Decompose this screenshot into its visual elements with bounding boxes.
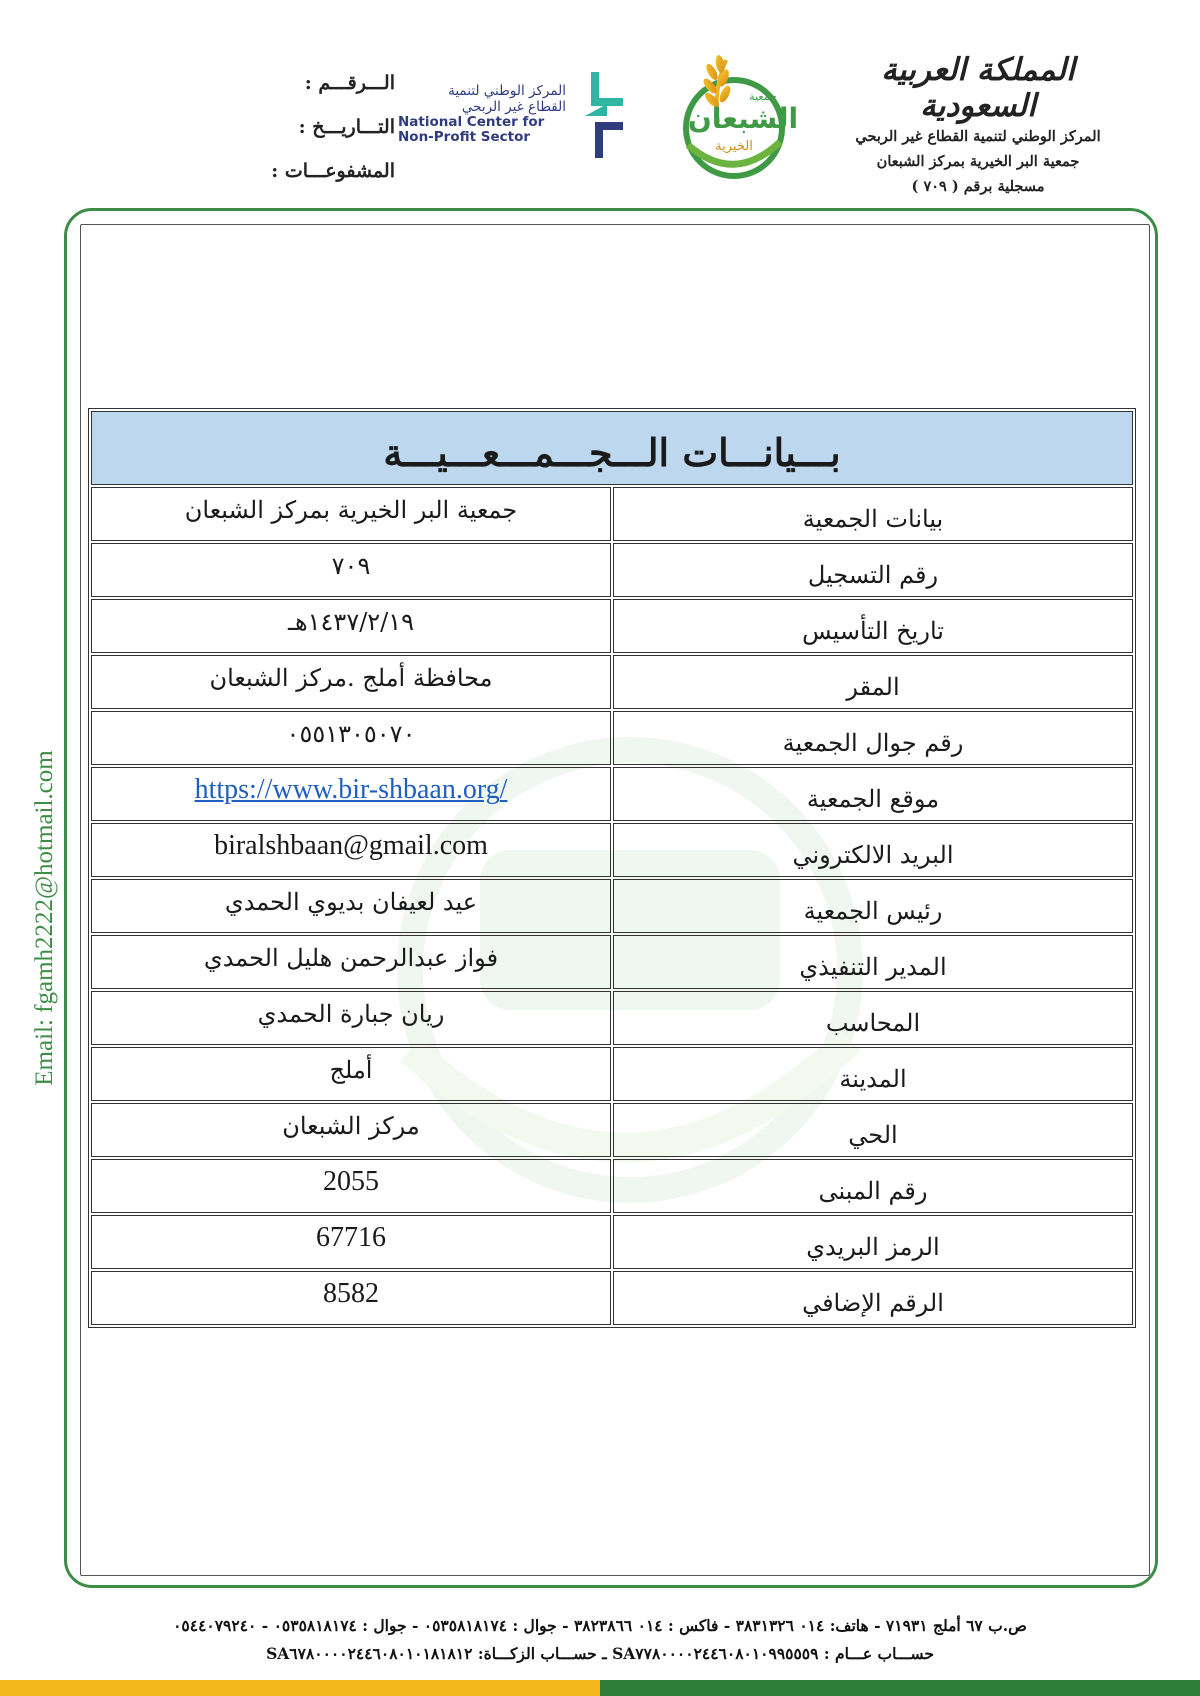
kingdom-line-1: المركز الوطني لتنمية القطاع غير الربحي bbox=[855, 128, 1101, 145]
row-value-email: biralshbaan@gmail.com bbox=[91, 823, 611, 877]
row-value-accountant: ريان جبارة الحمدي bbox=[91, 991, 611, 1045]
table-row bbox=[91, 655, 1133, 709]
ncnp-text bbox=[398, 83, 566, 145]
row-value-executive-director: فواز عبدالرحمن هليل الحمدي bbox=[91, 935, 611, 989]
footer-contact bbox=[0, 1612, 1200, 1668]
website-link[interactable]: /https://www.bir-shbaan.org bbox=[194, 774, 508, 805]
row-label-building-number: رقم المبنى bbox=[613, 1159, 1133, 1213]
footer-bar-yellow bbox=[0, 1680, 600, 1696]
table-row bbox=[91, 935, 1133, 989]
ref-date-label: التـــاريـــخ : bbox=[298, 116, 395, 138]
row-value-district: مركز الشبعان bbox=[91, 1103, 611, 1157]
footer-line-1: ص.ب ٦٧ أملج ٧١٩٣١ - هاتف: ٠١٤ ٣٨٣١٣٢٦ - فاكس : ٠١٤ ٣٨٢٣٨٦٦ - جوال : ٠٥٣٥٨١٨١٧٤ - جوال : ٠٥٣٥٨١٨١٧٤ - ٠٥٤٤٠٧٩٢٤٠ bbox=[173, 1616, 1027, 1635]
row-label-postal-code: الرمز البريدي bbox=[613, 1215, 1133, 1269]
svg-text:الشبعان: الشبعان bbox=[687, 102, 798, 135]
row-label-city: المدينة bbox=[613, 1047, 1133, 1101]
row-value-city: أملج bbox=[91, 1047, 611, 1101]
row-label-email: البريد الالكتروني bbox=[613, 823, 1133, 877]
row-value-postal-code: 67716 bbox=[91, 1215, 611, 1269]
table-row bbox=[91, 991, 1133, 1045]
row-label-headquarters: المقر bbox=[613, 655, 1133, 709]
row-value-headquarters: محافظة أملج .مركز الشبعان bbox=[91, 655, 611, 709]
row-label-founding-date: تاريخ التأسيس bbox=[613, 599, 1133, 653]
kingdom-line-2: جمعية البر الخيرية بمركز الشبعان bbox=[876, 153, 1080, 170]
ref-attachments-label: المشفوعـــات : bbox=[271, 160, 395, 182]
row-value-building-number: 2055 bbox=[91, 1159, 611, 1213]
table-row bbox=[91, 823, 1133, 877]
table-title: بـــيانـــات الـــجـــمـــعـــيـــة bbox=[91, 411, 1133, 485]
ref-number-label: الـــرقـــم : bbox=[304, 72, 395, 94]
row-label-president: رئيس الجمعية bbox=[613, 879, 1133, 933]
svg-text:جمعية: جمعية bbox=[749, 90, 777, 103]
table-row bbox=[91, 1271, 1133, 1325]
letterhead bbox=[0, 0, 1200, 220]
row-value-founding-date: ١٤٣٧/٢/١٩هـ bbox=[91, 599, 611, 653]
table-row bbox=[91, 767, 1133, 821]
reference-fields bbox=[245, 64, 395, 196]
table-row bbox=[91, 487, 1133, 541]
association-data-table bbox=[88, 408, 1136, 1328]
footer-line-2: حســـاب عـــام : SA٧٧٨٠٠٠٠٢٤٤٦٠٨٠١٠٩٩٥٥٥٩ ـ حســـاب الزكـــاة: SA٦٧٨٠٠٠٠٢٤٤٦٠٨٠١٠١٨١٨١٢ bbox=[266, 1644, 934, 1663]
alshbaan-logo-icon bbox=[668, 50, 798, 182]
row-value-registration-number: ٧٠٩ bbox=[91, 543, 611, 597]
row-label-executive-director: المدير التنفيذي bbox=[613, 935, 1133, 989]
table-row bbox=[91, 711, 1133, 765]
row-label-district: الحي bbox=[613, 1103, 1133, 1157]
table-row bbox=[91, 1159, 1133, 1213]
row-label-association-name: بيانات الجمعية bbox=[613, 487, 1133, 541]
table-row bbox=[91, 1103, 1133, 1157]
row-label-mobile: رقم جوال الجمعية bbox=[613, 711, 1133, 765]
ncnp-ar-line-1: المركز الوطني لتنمية bbox=[448, 83, 566, 99]
row-value-mobile: ٠٥٥١٣٠٥٠٧٠ bbox=[91, 711, 611, 765]
row-value-additional-number: 8582 bbox=[91, 1271, 611, 1325]
footer-bar-green bbox=[600, 1680, 1200, 1696]
row-label-registration-number: رقم التسجيل bbox=[613, 543, 1133, 597]
kingdom-line-3: مسجلية برقم ( ٧٠٩ ) bbox=[911, 178, 1045, 195]
kingdom-calligraphy: المملكة العربية السعودية bbox=[881, 52, 1075, 124]
table-row bbox=[91, 1215, 1133, 1269]
row-label-website: موقع الجمعية bbox=[613, 767, 1133, 821]
kingdom-block bbox=[828, 52, 1128, 199]
svg-text:الخيرية: الخيرية bbox=[715, 139, 753, 154]
table-title-row bbox=[91, 411, 1133, 485]
ncnp-en-line-2: Non-Profit Sector bbox=[398, 129, 531, 145]
row-label-accountant: المحاسب bbox=[613, 991, 1133, 1045]
side-email: Email: fgamh2222@hotmail.com bbox=[31, 750, 58, 1086]
row-label-additional-number: الرقم الإضافي bbox=[613, 1271, 1133, 1325]
table-row bbox=[91, 599, 1133, 653]
row-value-website bbox=[91, 767, 611, 821]
table-row bbox=[91, 543, 1133, 597]
row-value-president: عيد لعيفان بديوي الحمدي bbox=[91, 879, 611, 933]
table-row bbox=[91, 879, 1133, 933]
table-row bbox=[91, 1047, 1133, 1101]
row-value-association-name: جمعية البر الخيرية بمركز الشبعان bbox=[91, 487, 611, 541]
ncnp-ar-line-2: القطاع غير الربحي bbox=[461, 99, 566, 115]
ncnp-logo-icon bbox=[577, 66, 647, 162]
ncnp-en-line-1: National Center for bbox=[398, 114, 545, 130]
